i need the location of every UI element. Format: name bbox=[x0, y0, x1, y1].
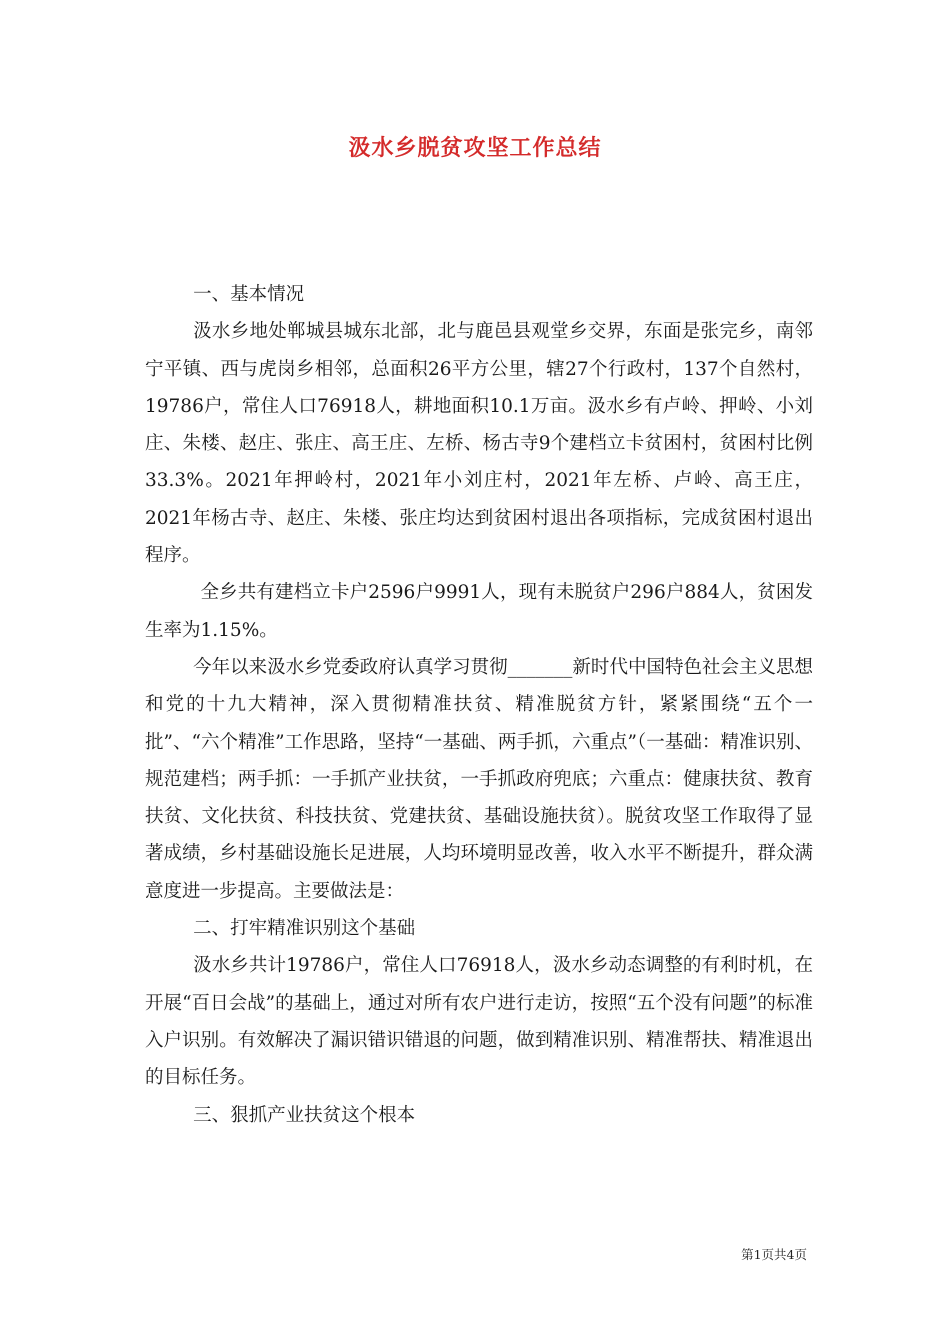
page-number: 第1页共4页 bbox=[741, 1247, 807, 1262]
paragraph-location-overview: 汲水乡地处郸城县城东北部，北与鹿邑县观堂乡交界，东面是张完乡，南邻宁平镇、西与虎岗乡相邻，总面积26平方公里，辖27个行政村，137个自然村，19786户，常住人口76918人，耕地面积10.1万亩。汲水乡有卢岭、押岭、小刘庄、朱楼、赵庄、张庄、高王庄、左桥、杨古寺9个建档立卡贫困村，贫困村比例33.3%。2021年押岭村，2021年小刘庄村，2021年左桥、卢岭、高王庄，2021年杨古寺、赵庄、朱楼、张庄均达到贫困村退出各项指标，完成贫困村退出程序。 bbox=[145, 321, 813, 567]
document-title: 汲水乡脱贫攻坚工作总结 bbox=[348, 135, 602, 161]
section-heading-precise-identification: 二、打牢精准识别这个基础 bbox=[193, 918, 416, 940]
document-body bbox=[145, 276, 813, 1134]
section-heading-basic-situation: 一、基本情况 bbox=[193, 284, 305, 305]
paragraph-work-approach: 今年以来汲水乡党委政府认真学习贯彻_______新时代中国特色社会主义思想和党的十九大精神，深入贯彻精准扶贫、精准脱贫方针，紧紧围绕“五个一批”、“六个精准”工作思路，坚持“一基础、两手抓，六重点”（一基础：精准识别、规范建档；两手抓：一手抓产业扶贫，一手抓政府兜底；六重点：健康扶贫、教育扶贫、文化扶贫、科技扶贫、党建扶贫、基础设施扶贫）。脱贫攻坚工作取得了显著成绩，乡村基础设施长足进展，人均环境明显改善，收入水平不断提升，群众满意度进一步提高。主要做法是： bbox=[145, 656, 813, 902]
paragraph-registered-households: 全乡共有建档立卡户2596户9991人，现有未脱贫户296户884人，贫困发生率为1.15%。 bbox=[145, 582, 813, 641]
paragraph-identification-details: 汲水乡共计19786户，常住人口76918人，汲水乡动态调整的有利时机，在开展“百日会战”的基础上，通过对所有农户进行走访，按照“五个没有问题”的标准入户识别。有效解决了漏识错识错退的问题，做到精准识别、精准帮扶、精准退出的目标任务。 bbox=[145, 955, 813, 1089]
section-heading-industry-poverty-relief: 三、狠抓产业扶贫这个根本 bbox=[193, 1104, 416, 1126]
